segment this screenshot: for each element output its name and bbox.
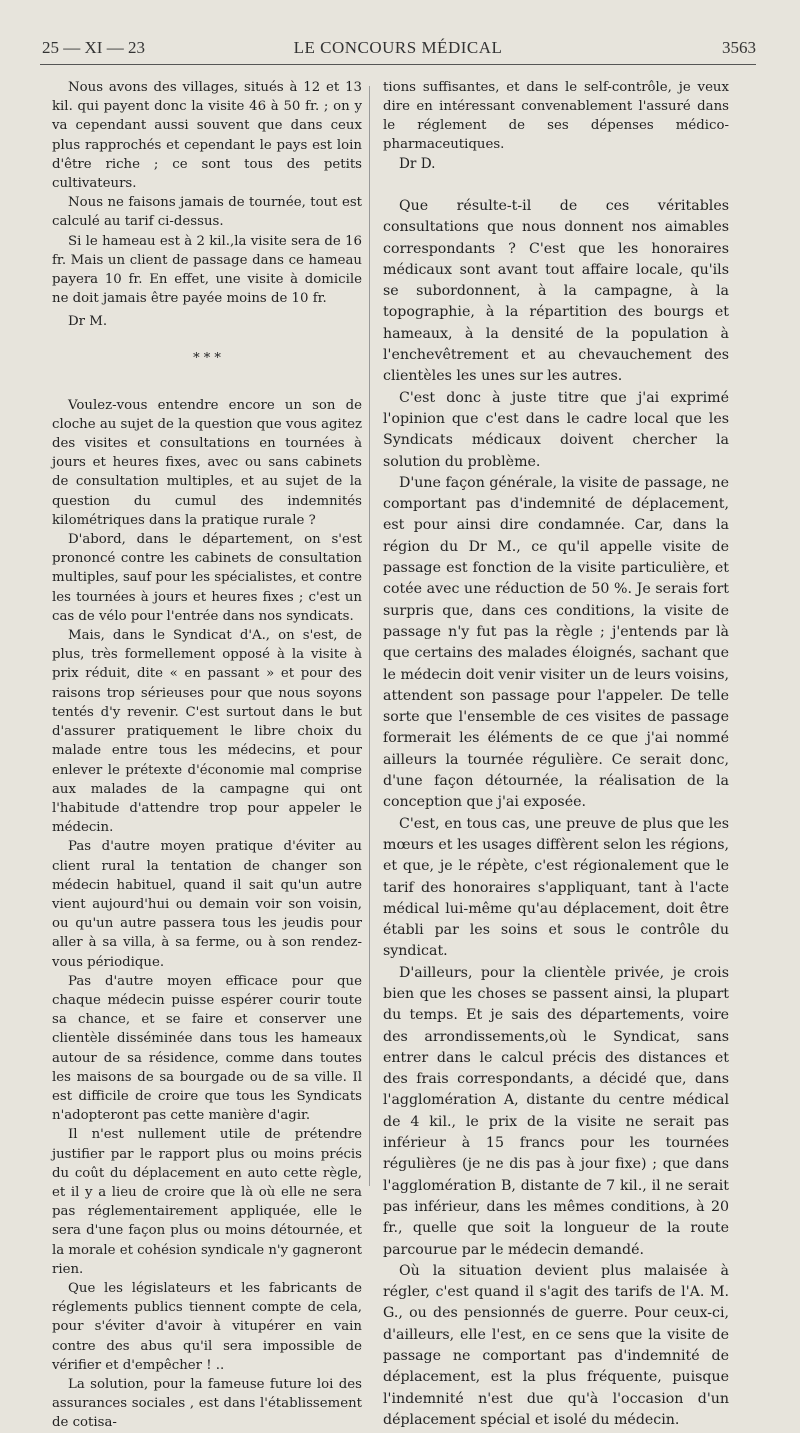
paragraph-continuation: tions suffisantes, et dans le self-contrôle, je veux dire en intéressant convenablement l'assuré dans le réglement de ses dépenses médico-pharmaceutiques. (383, 80, 729, 152)
issue-date: 25 — XI — 23 (42, 38, 145, 57)
paragraph: Pas d'autre moyen pratique d'éviter au client rural la tentation de changer son médecin habituel, quand il sait qu'un autre vient aujourd'hui ou demain voir son voisin, ou qu'un autre passera tous les jeudis pour aller à sa villa, à sa ferme, ou à son rendez-vous périodique. (52, 839, 362, 970)
paragraph: Mais, dans le Syndicat d'A., on s'est, de plus, très formellement opposé à la visite à prix réduit, dite « en passant » et pour des raisons trop sérieuses pour que nous soyons tentés d'y revenir. C'est surtout dans le but d'assurer pratiquement le libre choix du malade entre tous les médecins, et pour enlever le prétexte d'économie mal comprise aux malades de la campagne qui ont l'habitude d'attendre trop pour appeler le médecin. (52, 628, 362, 836)
section-separator: * * * (193, 350, 221, 366)
column-divider (369, 86, 370, 1186)
paragraph: Nous ne faisons jamais de tournée, tout est calculé au tarif ci-dessus. (52, 195, 362, 230)
spacer (383, 174, 729, 196)
signature: Dr D. (399, 156, 436, 172)
journal-title: LE CONCOURS MÉDICAL (293, 38, 503, 57)
paragraph: C'est, en tous cas, une preuve de plus que les mœurs et les usages diffèrent selon les régions, et que, je le répète, c'est régionalement que le tarif des honoraires s'appliquant, tant à l'acte médical lui-même qu'au déplacement, doit être établi par les soins et sous le contrôle du syndicat. (383, 815, 729, 960)
paragraph: Que les législateurs et les fabricants de réglements publics tiennent compte de cela, pour s'éviter d'avoir à vitupérer en vain contre des abus qu'il sera impossible de vérifier et d'empêcher ! .. (52, 1280, 362, 1373)
paragraph: D'abord, dans le département, on s'est prononcé contre les cabinets de consultation multiples, sauf pour les spécialistes, et contre les tournées à jours et heures fixes ; c'est un cas de vélo pour l'entrée dans nos syndicats. (52, 532, 362, 624)
paragraph: Où la situation devient plus malaisée à régler, c'est quand il s'agit des tarifs de l'A. M. G., ou des pensionnés de guerre. Pour ceux-ci, d'ailleurs, elle l'est, en ce sens que la visite de passage ne comportant pas d'indemnité de déplacement, est la plus fréquente, puisque l'indemnité n'est due qu'à l'occasion d'un déplacement spécial et isolé du médecin. (383, 1262, 729, 1428)
paragraph: D'ailleurs, pour la clientèle privée, je crois bien que les choses se passent ainsi, la plupart du temps. Et je sais des départements, voire des arrondissements,où le Syndicat, sans entrer dans le calcul précis des distances et des frais correspondants, a décidé que, dans l'agglomération A, distante du centre médical de 4 kil., le prix de la visite ne serait pas inférieur à 15 francs pour les tournées régulières (je ne dis pas à jour fixe) ; que dans l'agglomération B, distante de 7 kil., il ne serait pas inférieur, dans les mêmes conditions, à 20 fr., quelle que soit la longueur de la route parcourue par le médecin demandé. (383, 964, 729, 1258)
left-column (52, 78, 362, 1433)
signature: Dr M. (68, 314, 108, 330)
paragraph: D'une façon générale, la visite de passage, ne comportant pas d'indemnité de déplacement, est pour ainsi dire condamnée. Car, dans la région du Dr M., ce qu'il appelle visite de passage est fonction de la visite particulière, et cotée avec une réduction de 50 %. Je serais fort surpris que, dans ces conditions, la visite de passage n'y fut pas la règle ; j'entends par là que certains des malades éloignés, sachant que le médecin doit venir visiter un de leurs voisins, attendent son passage pour l'appeler. De telle sorte que l'ensemble de ces visites de passage formerait les éléments de ce que j'ai nommé ailleurs la tournée régulière. Ce serait donc, d'une façon détournée, la réalisation de la conception que j'ai exposée. (383, 474, 729, 811)
right-column (383, 78, 729, 1431)
paragraph: Nous avons des villages, situés à 12 et 13 kil. qui payent donc la visite 46 à 50 fr. ; on y va cependant aussi souvent que dans ceux plus rapprochés et cependant le pays est loin d'être riche ; ce sont tous des petits cultivateurs. (52, 80, 362, 192)
page-number: 3563 (722, 38, 756, 57)
paragraph: Que résulte-t-il de ces véritables consultations que nous donnent nos aimables correspondants ? C'est que les honoraires médicaux sont avant tout affaire locale, qu'ils se subordonnent, à la campagne, à la topographie, à la répartition des bourgs et hameaux, à la densité de la population à l'enchevêtrement et au chevauchement des clientèles les unes sur les autres. (383, 198, 729, 385)
paragraph: La solution, pour la fameuse future loi des assurances sociales , est dans l'établissement de cotisa- (52, 1377, 362, 1431)
paragraph: Il n'est nullement utile de prétendre justifier par le rapport plus ou moins précis du coût du déplacement en auto cette règle, et il y a lieu de croire que là où elle ne sera pas réglementairement appliquée, elle le sera d'une façon plus ou moins détournée, et la morale et cohésion syndicale n'y gagneront rien. (52, 1127, 362, 1277)
paragraph: C'est donc à juste titre que j'ai exprimé l'opinion que c'est dans le cadre local que les Syndicats médicaux doivent chercher la solution du problème. (383, 389, 729, 470)
header-rule (40, 64, 756, 65)
page-header (40, 38, 756, 62)
paragraph: Pas d'autre moyen efficace pour que chaque médecin puisse espérer courir toute sa chance, et se faire et conserver une clientèle disséminée dans tous les hameaux autour de sa résidence, comme dans toutes les maisons de sa bourgade ou de sa ville. Il est difficile de croire que tous les Syndicats n'adopteront pas cette manière d'agir. (52, 973, 362, 1124)
paragraph: Voulez-vous entendre encore un son de cloche au sujet de la question que vous agitez des visites et consultations en tournées à jours et heures fixes, avec ou sans cabinets de consultation multiples, et au sujet de la question du cumul des indemnités kilométriques dans la pratique rurale ? (52, 397, 362, 528)
paragraph: Si le hameau est à 2 kil.,la visite sera de 16 fr. Mais un client de passage dans ce hameau payera 10 fr. En effet, une visite à domicile ne doit jamais être payée moins de 10 fr. (52, 233, 362, 307)
